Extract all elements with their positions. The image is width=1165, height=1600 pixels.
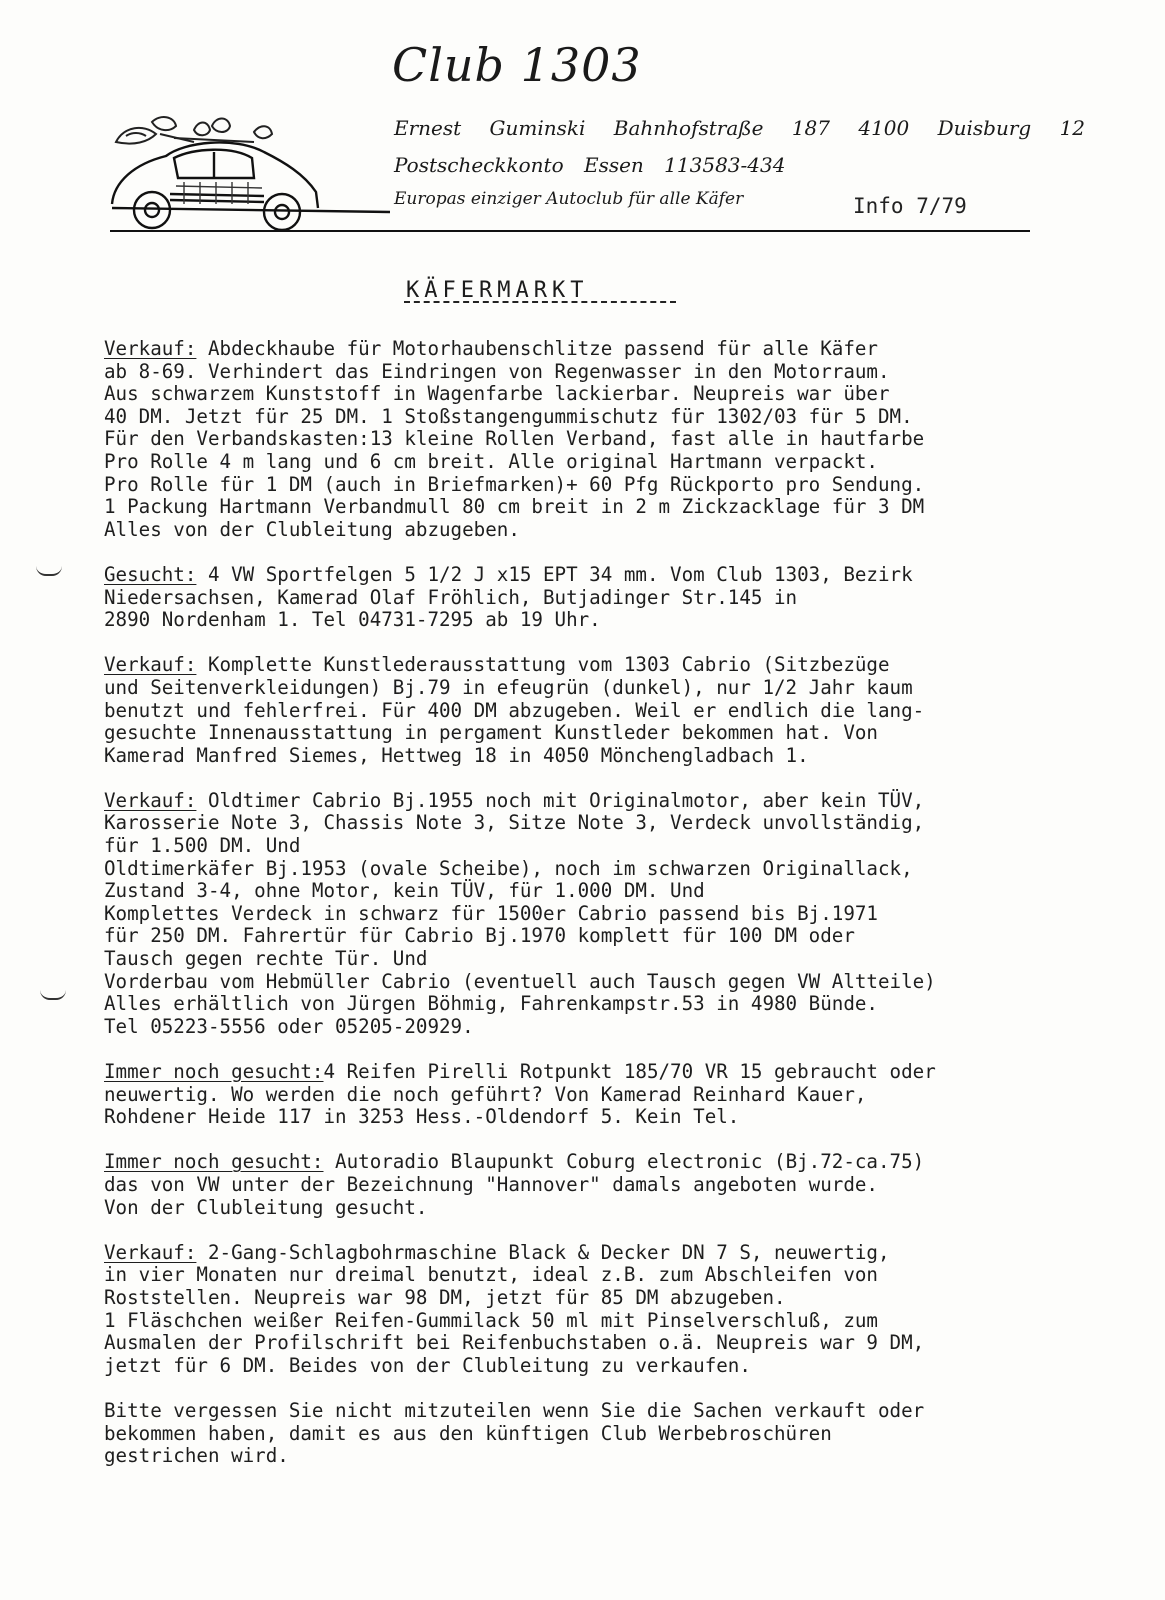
margin-mark: [40, 990, 66, 1000]
ad-text-line: Niedersachsen, Kamerad Olaf Fröhlich, Butjadinger Str.145 in: [104, 585, 798, 609]
ad-text-line: 40 DM. Jetzt für 25 DM. 1 Stoßstangengummischutz für 1302/03 für 5 DM.: [104, 404, 913, 428]
ad-text-line: Kamerad Manfred Siemes, Hettweg 18 in 4050 Mönchengladbach 1.: [104, 743, 809, 767]
ad-text-line: Alles von der Clubleitung abzugeben.: [104, 517, 520, 541]
ad-entry: [104, 564, 1104, 632]
ad-text-line: für 1.500 DM. Und: [104, 834, 301, 858]
club-title: Club 1303: [392, 38, 642, 92]
ad-label: Gesucht:: [104, 562, 197, 586]
postal-account: Postscheckkonto Essen 113583-434: [394, 153, 786, 177]
letterhead-rule: [110, 230, 1030, 232]
ad-label: Immer noch gesucht:: [104, 1150, 324, 1174]
ad-text: 2-Gang-Schlagbohrmaschine Black & Decker DN 7 S, neuwertig,: [196, 1240, 890, 1264]
closing-line: Bitte vergessen Sie nicht mitzuteilen wenn Sie die Sachen verkauft oder: [104, 1398, 925, 1422]
info-issue-number: Info 7/79: [853, 194, 967, 218]
ad-text-line: Tausch gegen rechte Tür. Und: [104, 947, 428, 971]
club-address: Ernest Guminski Bahnhofstraße 187 4100 Duisburg 12: [394, 116, 1086, 140]
ad-text-line: Rohdener Heide 117 in 3253 Hess.-Oldendorf 5. Kein Tel.: [104, 1105, 740, 1129]
margin-mark: [36, 566, 62, 576]
ad-text-line: für 250 DM. Fahrertür für Cabrio Bj.1970 komplett für 100 DM oder: [104, 924, 855, 948]
ad-text-line: neuwertig. Wo werden die noch geführt? Von Kamerad Reinhard Kauer,: [104, 1082, 867, 1106]
ad-text-line: Pro Rolle für 1 DM (auch in Briefmarken)+ 60 Pfg Rückporto pro Sendung.: [104, 472, 925, 496]
ad-text-line: Von der Clubleitung gesucht.: [104, 1195, 428, 1219]
ad-label: Verkauf:: [104, 337, 197, 360]
ad-text: 4 VW Sportfelgen 5 1/2 J x15 EPT 34 mm. Vom Club 1303, Bezirk: [196, 562, 913, 586]
ad-text-line: Ausmalen der Profilschrift bei Reifenbuchstaben o.ä. Neupreis war 9 DM,: [104, 1331, 925, 1355]
ad-text-line: Zustand 3-4, ohne Motor, kein TÜV, für 1.000 DM. Und: [104, 879, 705, 903]
ad-entry: [104, 1061, 1104, 1129]
ad-entry: [104, 338, 1104, 541]
section-title-underline: [404, 301, 676, 303]
ad-text-line: Pro Rolle 4 m lang und 6 cm breit. Alle original Hartmann verpackt.: [104, 449, 878, 473]
beetle-car-logo: [104, 112, 394, 236]
ad-text-line: das von VW unter der Bezeichnung "Hannover" damals angeboten wurde.: [104, 1172, 878, 1196]
ad-text-line: Oldtimerkäfer Bj.1953 (ovale Scheibe), noch im schwarzen Originallack,: [104, 856, 913, 880]
closing-line: gestrichen wird.: [104, 1444, 289, 1468]
ad-text-line: in vier Monaten nur dreimal benutzt, ideal z.B. zum Abschleifen von: [104, 1263, 878, 1287]
ad-text-line: 1 Packung Hartmann Verbandmull 80 cm breit in 2 m Zickzacklage für 3 DM: [104, 495, 925, 519]
ad-text-line: jetzt für 6 DM. Beides von der Clubleitung zu verkaufen.: [104, 1353, 751, 1377]
classifieds-body: [104, 338, 1104, 1468]
ad-text: 4 Reifen Pirelli Rotpunkt 185/70 VR 15 gebraucht oder: [323, 1060, 936, 1083]
club-slogan: Europas einziger Autoclub für alle Käfer: [394, 189, 744, 209]
ad-text-line: Alles erhältlich von Jürgen Böhmig, Fahrenkampstr.53 in 4980 Bünde.: [104, 992, 878, 1016]
ad-label: Verkauf:: [104, 788, 197, 812]
ad-text-line: Tel 05223-5556 oder 05205-20929.: [104, 1014, 474, 1038]
ad-label: Verkauf:: [104, 1240, 197, 1264]
ad-text-line: Aus schwarzem Kunststoff in Wagenfarbe lackierbar. Neupreis war über: [104, 382, 890, 406]
ad-entry: [104, 1151, 1104, 1219]
ad-label: Immer noch gesucht:: [104, 1060, 324, 1083]
ad-text-line: Karosserie Note 3, Chassis Note 3, Sitze Note 3, Verdeck unvollständig,: [104, 811, 925, 835]
ad-text-line: 2890 Nordenham 1. Tel 04731-7295 ab 19 Uhr.: [104, 608, 601, 632]
ad-entry: [104, 654, 1104, 767]
ad-text: Komplette Kunstlederausstattung vom 1303 Cabrio (Sitzbezüge: [196, 653, 890, 677]
ad-label: Verkauf:: [104, 653, 197, 677]
ad-text: Autoradio Blaupunkt Coburg electronic (Bj.72-ca.75): [323, 1150, 925, 1174]
ad-text-line: Vorderbau vom Hebmüller Cabrio (eventuell auch Tausch gegen VW Altteile): [104, 969, 936, 993]
ad-entry: [104, 790, 1104, 1039]
ad-text-line: gesuchte Innenausstattung in pergament Kunstleder bekommen hat. Von: [104, 721, 878, 745]
ad-text: Oldtimer Cabrio Bj.1955 noch mit Originalmotor, aber kein TÜV,: [196, 788, 925, 812]
ad-text-line: Roststellen. Neupreis war 98 DM, jetzt für 85 DM abzugeben.: [104, 1285, 786, 1309]
ad-text-line: Für den Verbandskasten:13 kleine Rollen Verband, fast alle in hautfarbe: [104, 427, 925, 451]
ad-text-line: ab 8-69. Verhindert das Eindringen von Regenwasser in den Motorraum.: [104, 359, 890, 383]
closing-line: bekommen haben, damit es aus den künftigen Club Werbebroschüren: [104, 1421, 832, 1445]
ad-text-line: 1 Fläschchen weißer Reifen-Gummilack 50 ml mit Pinselverschluß, zum: [104, 1308, 878, 1332]
section-title: KÄFERMARKT: [406, 278, 589, 303]
ad-text-line: Komplettes Verdeck in schwarz für 1500er Cabrio passend bis Bj.1971: [104, 901, 878, 925]
ad-text: Abdeckhaube für Motorhaubenschlitze passend für alle Käfer: [196, 337, 878, 360]
ad-text-line: und Seitenverkleidungen) Bj.79 in efeugrün (dunkel), nur 1/2 Jahr kaum: [104, 675, 913, 699]
ad-text-line: benutzt und fehlerfrei. Für 400 DM abzugeben. Weil er endlich die lang-: [104, 698, 925, 722]
ad-entry: [104, 1242, 1104, 1378]
closing-note: [104, 1400, 1104, 1468]
